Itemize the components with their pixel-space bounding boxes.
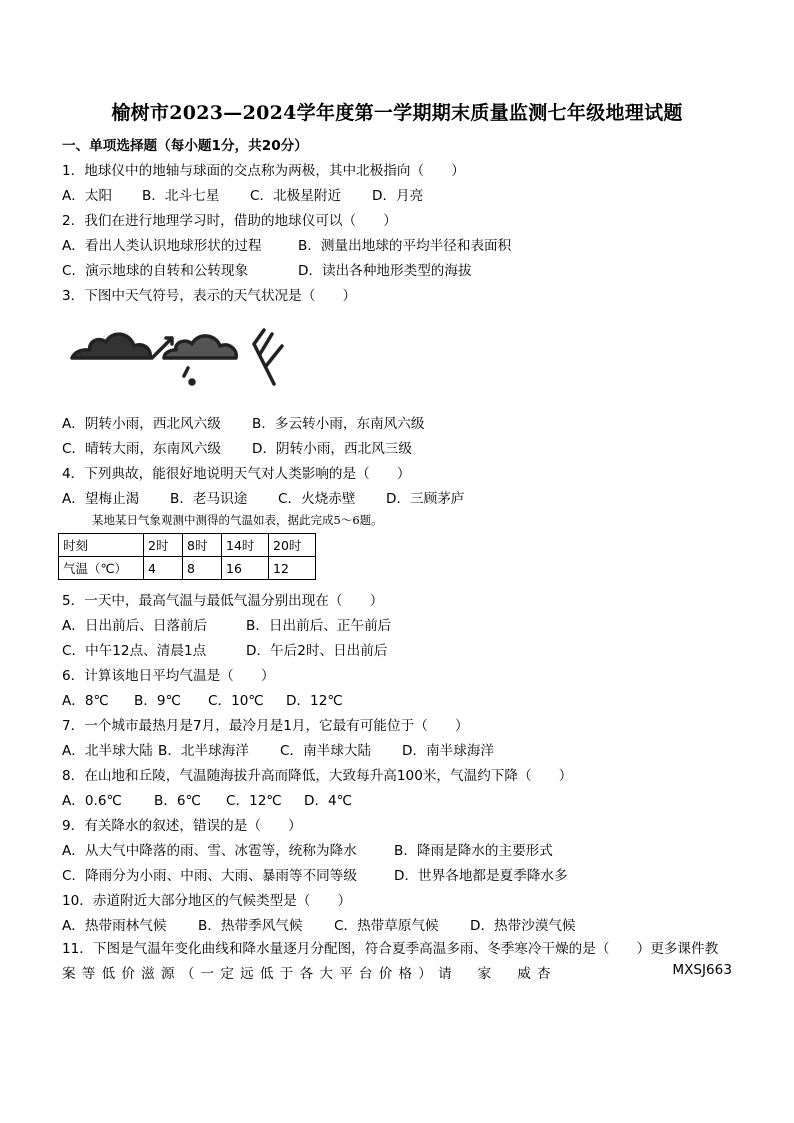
table-cell: 14时 [222, 534, 269, 557]
rain-dot-icon [190, 380, 194, 384]
question-4-stem: 4．下列典故，能很好地说明天气对人类影响的是（ ） [62, 466, 411, 482]
option-b[interactable]: B．热带季风气候 [198, 918, 303, 934]
footer-text: 案等低价滋源（一定远低于各大平台价格）请 家 威杏 [62, 966, 557, 982]
option-d[interactable]: D．阴转小雨，西北风三级 [252, 441, 412, 457]
question-2-options-ab [62, 234, 511, 254]
question-10-stem: 10．赤道附近大部分地区的气候类型是（ ） [62, 893, 352, 909]
option-d[interactable]: D．南半球海洋 [402, 743, 495, 759]
option-d[interactable]: D．月亮 [372, 188, 424, 204]
option-d[interactable]: D．4℃ [304, 793, 352, 809]
question-4-options [62, 487, 464, 507]
table-cell: 8 [183, 557, 222, 580]
table-cell: 16 [222, 557, 269, 580]
option-a[interactable]: A．望梅止渴 [62, 491, 140, 507]
option-c[interactable]: C．降雨分为小雨、中雨、大雨、暴雨等不同等级 [62, 868, 357, 884]
option-b[interactable]: B．北半球海洋 [158, 743, 249, 759]
option-b[interactable]: B．降雨是降水的主要形式 [394, 843, 553, 859]
table-header-row [59, 534, 316, 557]
option-b[interactable]: B．6℃ [154, 793, 201, 809]
question-7-options [62, 739, 494, 759]
option-c[interactable]: C．中午12点、清晨1点 [62, 643, 207, 659]
question-8-options [62, 789, 352, 809]
option-a[interactable]: A．太阳 [62, 188, 113, 204]
option-a[interactable]: A．热带雨林气候 [62, 918, 167, 934]
table-intro: 某地某日气象观测中测得的气温如表，据此完成5～6题。 [92, 513, 383, 527]
option-d[interactable]: D．三顾茅庐 [386, 491, 465, 507]
option-c[interactable]: C．北极星附近 [250, 188, 342, 204]
option-c[interactable]: C．12℃ [226, 793, 282, 809]
question-5-stem: 5．一天中，最高气温与最低气温分别出现在（ ） [62, 593, 384, 609]
footer-code: MXSJ663 [672, 962, 732, 978]
question-7-stem: 7．一个城市最热月是7月，最冷月是1月，它最有可能位于（ ） [62, 718, 469, 734]
option-b[interactable]: B．日出前后、正午前后 [246, 618, 392, 634]
option-a[interactable]: A．看出人类认识地球形状的过程 [62, 238, 262, 254]
option-c[interactable]: C．10℃ [208, 693, 264, 709]
option-a[interactable]: A．8℃ [62, 693, 109, 709]
question-6-stem: 6．计算该地日平均气温是（ ） [62, 668, 275, 684]
option-c[interactable]: C．热带草原气候 [334, 918, 439, 934]
table-cell: 气温（℃） [59, 557, 144, 580]
question-6-options [62, 689, 343, 709]
option-a[interactable]: A．日出前后、日落前后 [62, 618, 208, 634]
option-d[interactable]: D．12℃ [286, 693, 343, 709]
option-c[interactable]: C．火烧赤壁 [278, 491, 356, 507]
option-c[interactable]: C．南半球大陆 [280, 743, 372, 759]
table-cell: 2时 [144, 534, 183, 557]
question-3-options-ab [62, 412, 424, 432]
rain-cloud-icon [164, 336, 236, 358]
table-row [59, 557, 316, 580]
question-10-options [62, 914, 576, 934]
option-a[interactable]: A．0.6℃ [62, 793, 122, 809]
footer-watermark-line [62, 962, 732, 982]
question-2-options-cd [62, 259, 472, 279]
option-b[interactable]: B．9℃ [134, 693, 181, 709]
wind-barb-icon [254, 330, 282, 384]
overcast-cloud-icon [72, 334, 150, 358]
table-cell: 8时 [183, 534, 222, 557]
weather-symbol-figure [68, 322, 298, 388]
option-d[interactable]: D．世界各地都是夏季降水多 [394, 868, 568, 884]
option-d[interactable]: D．热带沙漠气候 [470, 918, 576, 934]
question-3-stem: 3．下图中天气符号，表示的天气状况是（ ） [62, 288, 357, 304]
question-9-options-cd [62, 864, 568, 884]
table-cell: 20时 [269, 534, 316, 557]
option-a[interactable]: A．北半球大陆 [62, 743, 153, 759]
question-11-stem: 11．下图是气温年变化曲线和降水量逐月分配图，符合夏季高温多雨、冬季寒冷干燥的是（ ）更多课件教 [62, 941, 719, 957]
option-b[interactable]: B．老马识途 [170, 491, 248, 507]
question-1-options [62, 184, 423, 204]
section-heading: 一、单项选择题（每小题1分，共20分） [62, 138, 308, 154]
option-b[interactable]: B．测量出地球的平均半径和表面积 [298, 238, 512, 254]
option-a[interactable]: A．阴转小雨，西北风六级 [62, 416, 221, 432]
question-8-stem: 8．在山地和丘陵，气温随海拔升高而降低，大致每升高100米，气温约下降（ ） [62, 768, 573, 784]
table-cell: 12 [269, 557, 316, 580]
option-a[interactable]: A．从大气中降落的雨、雪、冰雹等，统称为降水 [62, 843, 357, 859]
option-c[interactable]: C．晴转大雨，东南风六级 [62, 441, 222, 457]
exam-title: 榆树市2023—2024学年度第一学期期末质量监测七年级地理试题 [111, 102, 683, 124]
table-cell: 4 [144, 557, 183, 580]
question-1-stem: 1．地球仪中的地轴与球面的交点称为两极，其中北极指向（ ） [62, 163, 465, 179]
option-d[interactable]: D．读出各种地形类型的海拔 [298, 263, 472, 279]
table-cell: 时刻 [59, 534, 144, 557]
question-9-stem: 9．有关降水的叙述，错误的是（ ） [62, 818, 302, 834]
question-2-stem: 2．我们在进行地理学习时，借助的地球仪可以（ ） [62, 213, 397, 229]
question-5-options-ab [62, 614, 391, 634]
temperature-table [58, 533, 316, 580]
question-3-options-cd [62, 437, 412, 457]
option-c[interactable]: C．演示地球的自转和公转现象 [62, 263, 249, 279]
question-9-options-ab [62, 839, 553, 859]
question-5-options-cd [62, 639, 387, 659]
option-b[interactable]: B．多云转小雨，东南风六级 [252, 416, 425, 432]
rain-drop-icon [184, 368, 188, 376]
option-b[interactable]: B．北斗七星 [142, 188, 220, 204]
option-d[interactable]: D．午后2时、日出前后 [246, 643, 388, 659]
